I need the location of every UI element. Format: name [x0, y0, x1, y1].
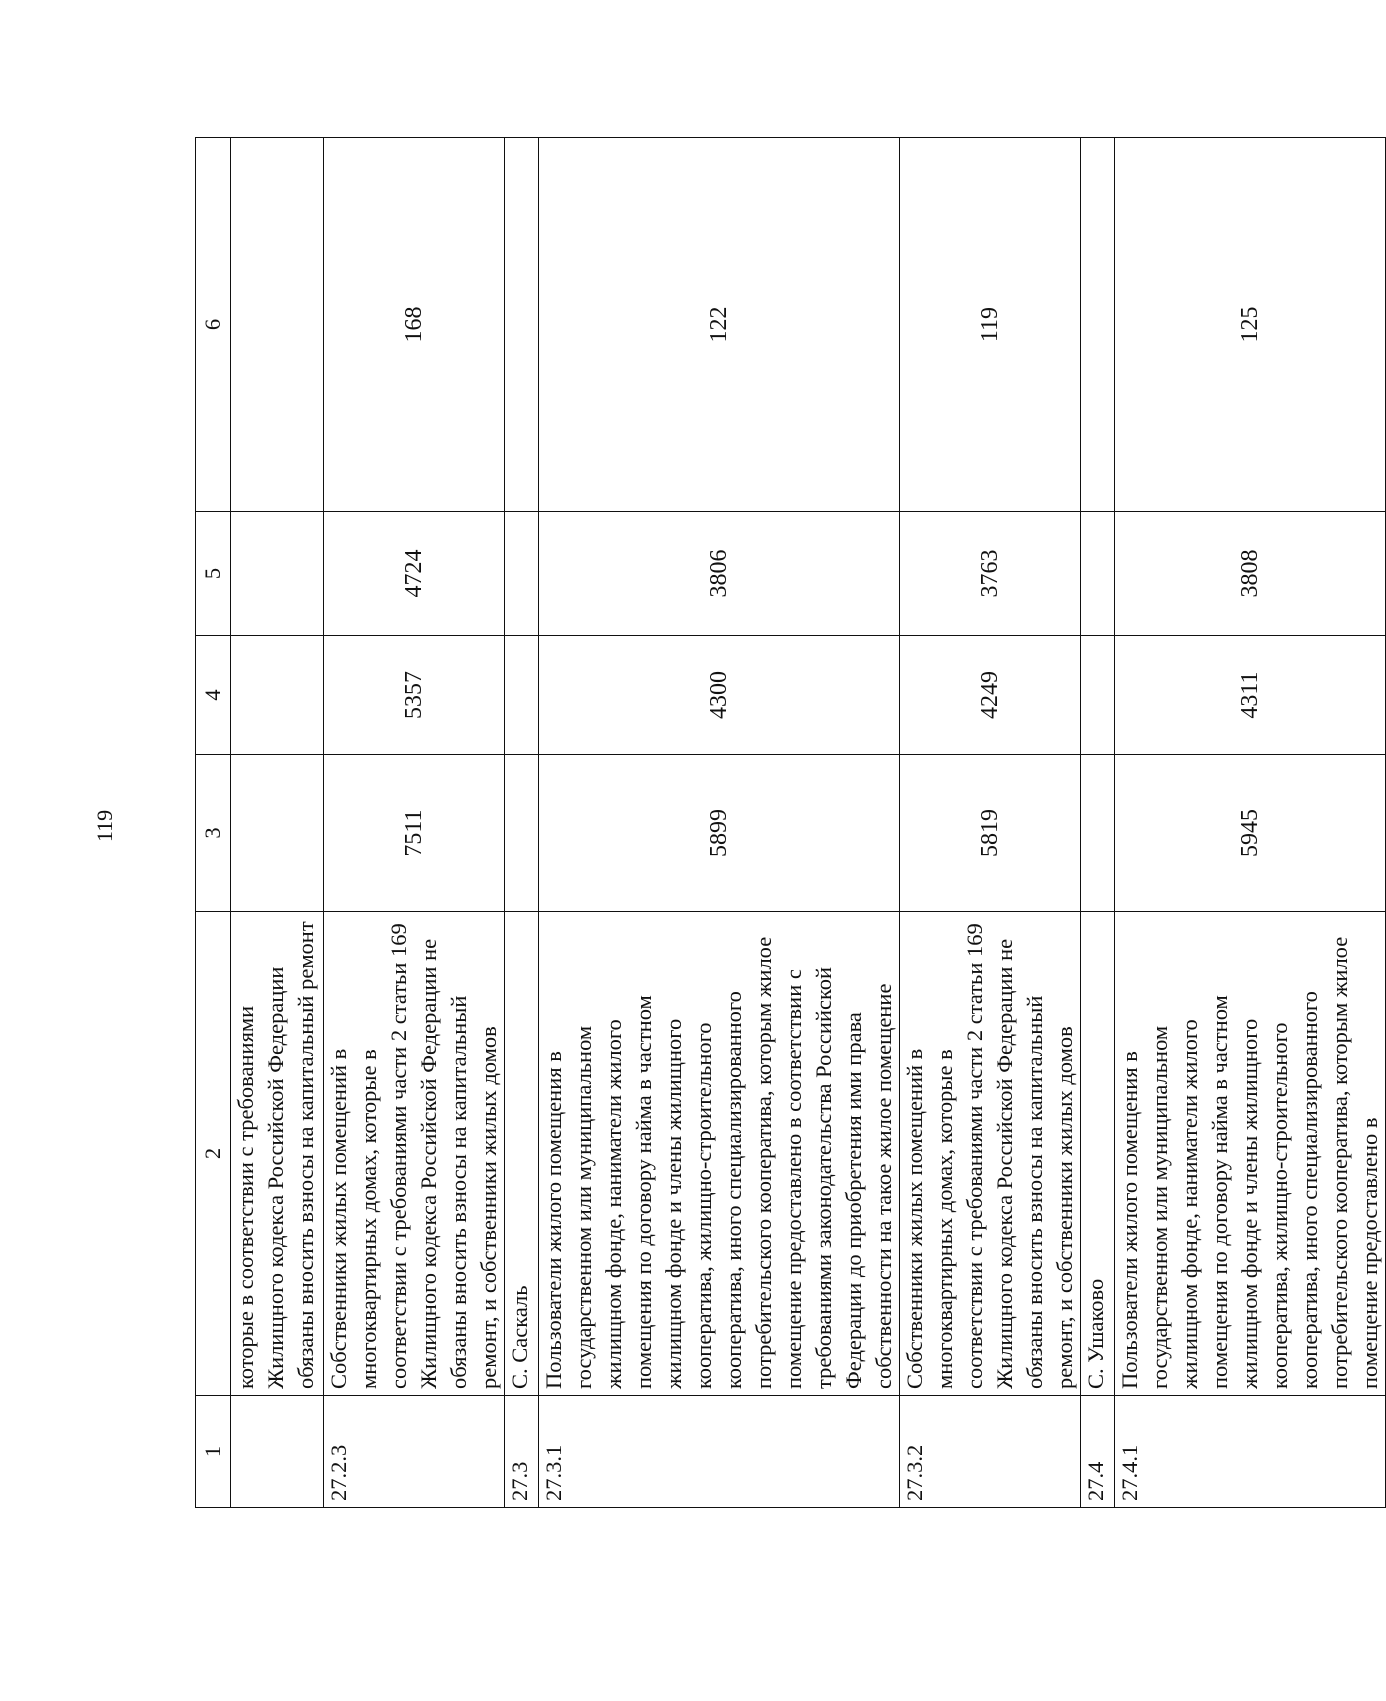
- row-value-col4: 5357: [324, 636, 505, 755]
- row-value-col6: 119: [900, 138, 1081, 512]
- row-code: 27.3.1: [539, 1396, 900, 1508]
- row-code: 27.4: [1081, 1396, 1115, 1508]
- row-description: Пользователи жилого помещения в государственном или муниципальном жилищном фонде, наниматели жилого помещения по договору найма в частном жилищном фонде и члены жилищного кооператива, жилищно-строительного кооператива, иного специализированного потребительского кооператива, которым жилое помещение предоставлено в: [1115, 912, 1386, 1396]
- row-value-col4: 4249: [900, 636, 1081, 755]
- row-code: 27.4.1: [1115, 1396, 1386, 1508]
- row-value-col3: 5899: [539, 755, 900, 912]
- row-value-col4: [231, 636, 324, 755]
- tariff-table: [195, 137, 1386, 1508]
- row-value-col6: [505, 138, 539, 512]
- table-row: [1081, 138, 1115, 1508]
- header-cell-1: 1: [196, 1396, 231, 1508]
- row-value-col4: 4311: [1115, 636, 1386, 755]
- header-cell-5: 5: [196, 512, 231, 636]
- row-value-col6: 125: [1115, 138, 1386, 512]
- table-row: [1115, 138, 1386, 1508]
- row-description: С. Саскаль: [505, 912, 539, 1396]
- table-row: [900, 138, 1081, 1508]
- row-value-col5: 4724: [324, 512, 505, 636]
- row-value-col5: 3808: [1115, 512, 1386, 636]
- row-value-col4: 4300: [539, 636, 900, 755]
- row-code: [231, 1396, 324, 1508]
- row-value-col3: 5819: [900, 755, 1081, 912]
- table-row: [231, 138, 324, 1508]
- row-value-col3: 5945: [1115, 755, 1386, 912]
- row-value-col5: [505, 512, 539, 636]
- row-description: Собственники жилых помещений в многоквартирных домах, которые в соответствии с требованиями части 2 статьи 169 Жилищного кодекса Российской Федерации не обязаны вносить взносы на капитальный ремонт, и собственники жилых домов: [324, 912, 505, 1396]
- row-value-col6: [231, 138, 324, 512]
- header-cell-6: 6: [196, 138, 231, 512]
- row-value-col6: [1081, 138, 1115, 512]
- row-description: которые в соответствии с требованиями Жилищного кодекса Российской Федерации обязаны вносить взносы на капитальный ремонт: [231, 912, 324, 1396]
- table-row: [539, 138, 900, 1508]
- table-row: [505, 138, 539, 1508]
- row-value-col6: 168: [324, 138, 505, 512]
- row-value-col5: [231, 512, 324, 636]
- header-cell-3: 3: [196, 755, 231, 912]
- table-row: [324, 138, 505, 1508]
- row-description: С. Ушаково: [1081, 912, 1115, 1396]
- row-value-col4: [1081, 636, 1115, 755]
- row-code: 27.3.2: [900, 1396, 1081, 1508]
- header-row: [196, 138, 231, 1508]
- row-value-col6: 122: [539, 138, 900, 512]
- row-code: 27.3: [505, 1396, 539, 1508]
- row-value-col3: [231, 755, 324, 912]
- row-description: Пользователи жилого помещения в государственном или муниципальном жилищном фонде, наниматели жилого помещения по договору найма в частном жилищном фонде и члены жилищного кооператива, жилищно-строительного кооператива, иного специализированного потребительского кооператива, которым жилое помещение предоставлено в соответствии с требованиями законодательства Российской Федерации до приобретения ими права собственности на такое жилое помещение: [539, 912, 900, 1396]
- page-number: 119: [92, 809, 117, 842]
- row-value-col3: [505, 755, 539, 912]
- header-cell-4: 4: [196, 636, 231, 755]
- row-description: Собственники жилых помещений в многоквартирных домах, которые в соответствии с требованиями части 2 статьи 169 Жилищного кодекса Российской Федерации не обязаны вносить взносы на капитальный ремонт, и собственники жилых домов: [900, 912, 1081, 1396]
- row-value-col5: 3806: [539, 512, 900, 636]
- row-code: 27.2.3: [324, 1396, 505, 1508]
- rotated-page-content: [195, 138, 1382, 1508]
- header-cell-2: 2: [196, 912, 231, 1396]
- row-value-col3: [1081, 755, 1115, 912]
- row-value-col5: [1081, 512, 1115, 636]
- row-value-col4: [505, 636, 539, 755]
- row-value-col3: 7511: [324, 755, 505, 912]
- row-value-col5: 3763: [900, 512, 1081, 636]
